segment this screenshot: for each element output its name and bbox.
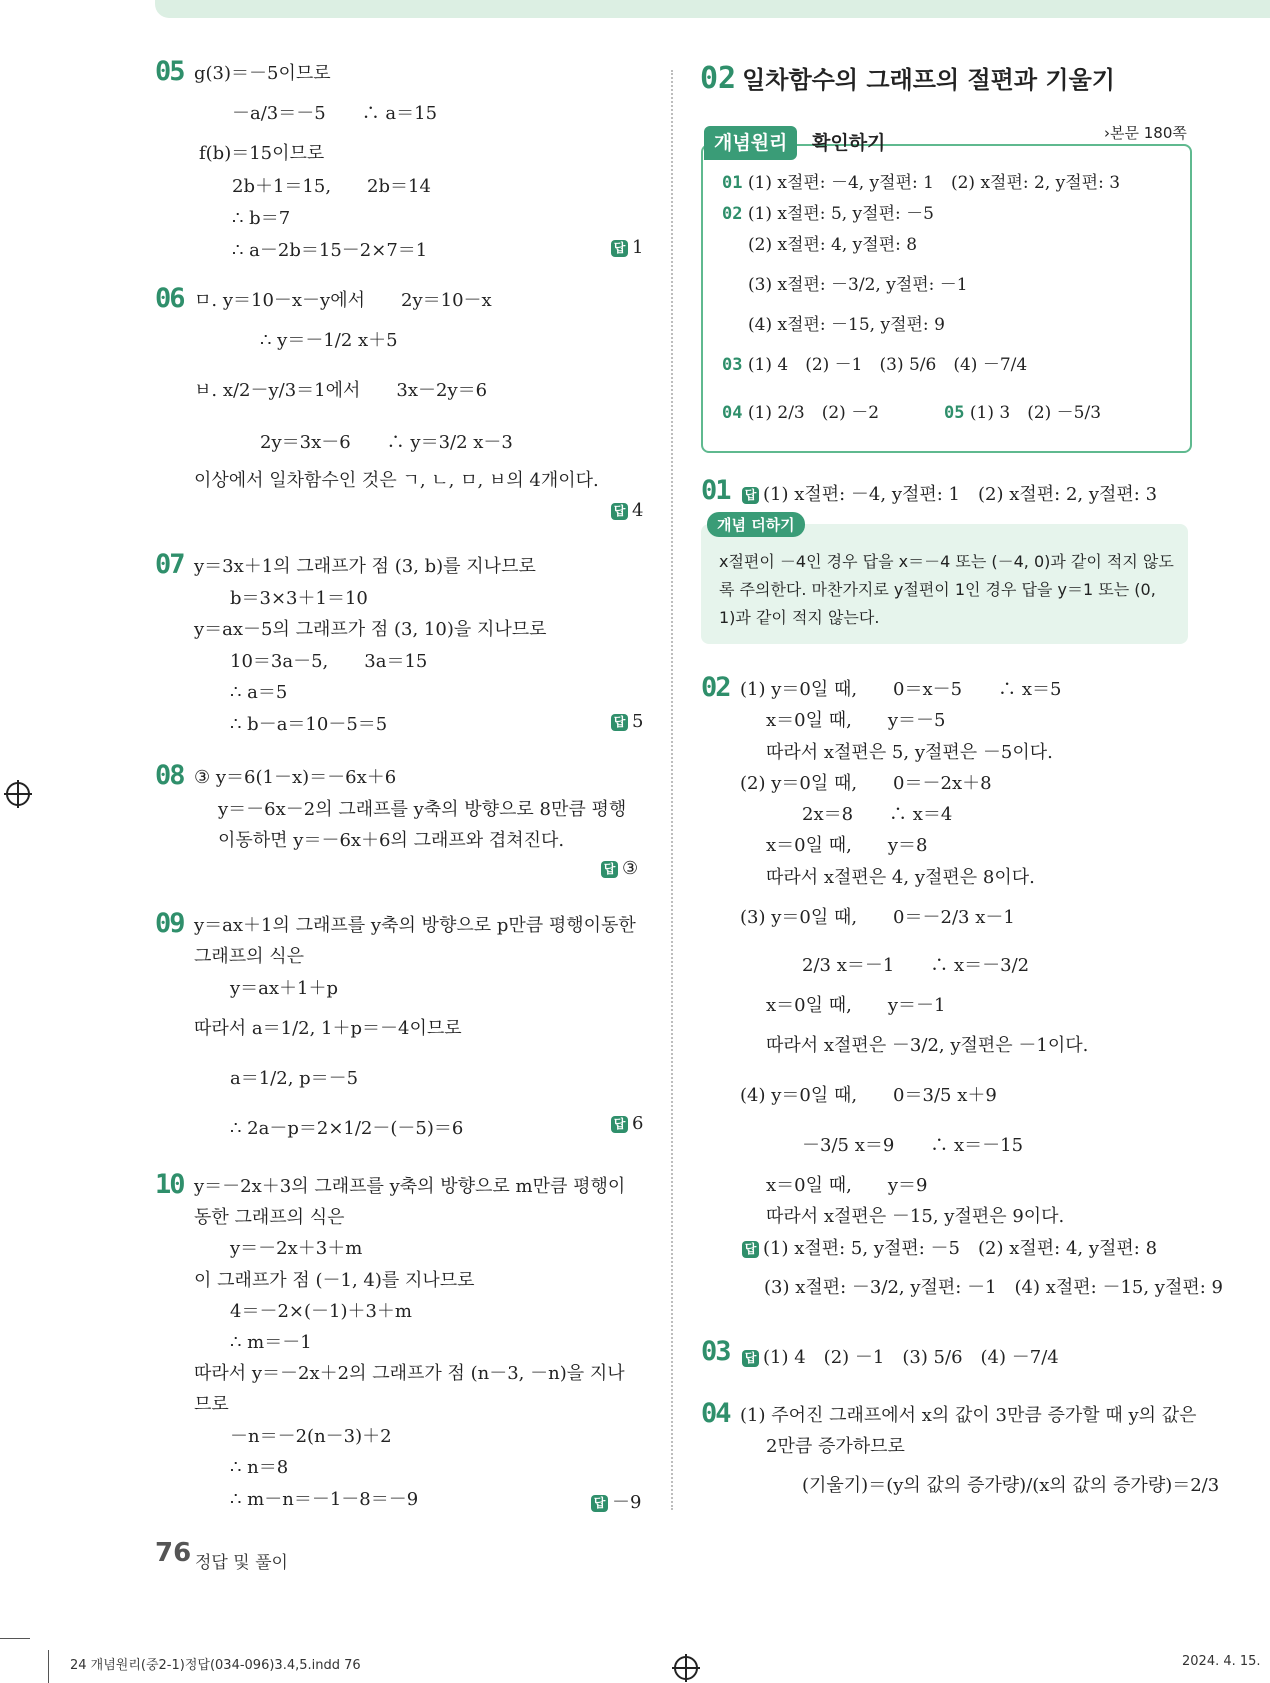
concept-tag-sub: 확인하기 (812, 132, 886, 154)
text-line: ㅂ. x/2－y/3＝1에서 3x－2y＝6 (194, 380, 488, 401)
text-line: (3) y＝0일 때, 0＝－2/3 x－1 (740, 907, 1015, 928)
answer-value: (1) 4 (2) －1 (3) 5/6 (4) －7/4 (763, 1347, 1059, 1368)
text-line: x＝0일 때, y＝9 (766, 1175, 928, 1196)
text-line: ∴ m－n＝－1－8＝－9 (230, 1489, 419, 1510)
problem-number: 04 (701, 1398, 730, 1429)
answer-icon: 답 (611, 1116, 628, 1133)
text-line: ㅁ. y＝10－x－y에서 2y＝10－x (194, 290, 492, 311)
text-line: 따라서 x절편은 －15, y절편은 9이다. (766, 1206, 1065, 1227)
answer-icon: 답 (742, 1350, 759, 1367)
concept-plus-tag: 개념 더하기 (707, 512, 805, 537)
text-line: －n＝－2(n－3)＋2 (230, 1426, 392, 1447)
text-line: －3/5 x＝9 ∴ x＝－15 (802, 1135, 1024, 1156)
answer-value: ③ (622, 858, 639, 879)
box-line: 01 (1) x절편: －4, y절편: 1 (2) x절편: 2, y절편: 3 (722, 173, 1121, 193)
crop-mark (48, 1650, 49, 1683)
print-slug: 24 개념원리(중2-1)정답(034-096)3.4,5.indd 76 (70, 1658, 361, 1673)
text-line: a＝1/2, p＝－5 (230, 1068, 359, 1089)
text-line: 2만큼 증가하므로 (766, 1436, 905, 1457)
text-line: －a/3＝－5 ∴ a＝15 (232, 103, 438, 124)
print-date: 2024. 4. 15. (1182, 1654, 1261, 1669)
text-line: ∴ b＝7 (232, 208, 291, 229)
text-line: x＝0일 때, y＝－5 (766, 710, 946, 731)
text-line: ∴ m＝－1 (230, 1332, 312, 1353)
text-line: 이동하면 y＝－6x＋6의 그래프와 겹쳐진다. (218, 830, 565, 851)
box-line: 04 (1) 2/3 (2) －2 (722, 403, 880, 423)
box-line: 03 (1) 4 (2) －1 (3) 5/6 (4) －7/4 (722, 355, 1028, 375)
box-line: (4) x절편: －15, y절편: 9 (748, 315, 945, 335)
text-line: 따라서 x절편은 4, y절편은 8이다. (766, 867, 1035, 888)
answer (601, 858, 638, 879)
answer (611, 711, 643, 732)
column-divider (671, 70, 673, 1510)
problem-number: 06 (155, 283, 184, 314)
answer-value: (1) x절편: 5, y절편: －5 (2) x절편: 4, y절편: 8 (763, 1238, 1158, 1259)
text-line: y＝3x＋1의 그래프가 점 (3, b)를 지나므로 (194, 556, 536, 577)
text-line: ∴ a－2b＝15－2×7＝1 (232, 240, 428, 261)
answer-value: 1 (632, 237, 644, 258)
answer (742, 1234, 1157, 1260)
section-title-text: 일차함수의 그래프의 절편과 기울기 (742, 66, 1115, 94)
problem-number: 03 (701, 1336, 730, 1367)
answer-icon: 답 (611, 240, 628, 257)
answer (742, 480, 1157, 506)
text-line: b＝3×3＋1＝10 (230, 588, 368, 609)
page-reference: ›본문 180쪽 (1104, 124, 1187, 142)
concept-tag: 개념원리 (704, 126, 797, 160)
section-number: 02 (700, 61, 737, 96)
page-number: 76 (155, 1538, 192, 1568)
text-line: ③ y＝6(1－x)＝－6x＋6 (194, 767, 397, 788)
text-line: ∴ a＝5 (230, 682, 288, 703)
text-line: y＝ax＋1＋p (230, 978, 339, 999)
text-line: 2x＝8 ∴ x＝4 (802, 804, 953, 825)
text-line: ∴ b－a＝10－5＝5 (230, 714, 388, 735)
answer-icon: 답 (601, 861, 618, 878)
problem-number: 09 (155, 908, 184, 939)
text-line: 이상에서 일차함수인 것은 ㄱ, ㄴ, ㅁ, ㅂ의 4개이다. (194, 470, 599, 491)
text-line: y＝ax＋1의 그래프를 y축의 방향으로 p만큼 평행이동한 (194, 915, 636, 936)
text-line: x＝0일 때, y＝8 (766, 835, 928, 856)
text-line: 따라서 a＝1/2, 1＋p＝－4이므로 (194, 1018, 462, 1039)
text-line: 10＝3a－5, 3a＝15 (230, 651, 428, 672)
text-line: ∴ 2a－p＝2×1/2－(－5)＝6 (230, 1118, 464, 1139)
answer-value: 6 (632, 1113, 644, 1134)
answer-icon: 답 (742, 487, 759, 504)
registration-mark-icon (6, 782, 30, 806)
answer (742, 1343, 1059, 1369)
answer-value: (1) x절편: －4, y절편: 1 (2) x절편: 2, y절편: 3 (763, 484, 1158, 505)
text-line: y＝－2x＋3＋m (230, 1238, 363, 1259)
text-line: (4) y＝0일 때, 0＝3/5 x＋9 (740, 1085, 997, 1106)
text-line: 따라서 x절편은 －3/2, y절편은 －1이다. (766, 1035, 1089, 1056)
text-line: 4＝－2×(－1)＋3＋m (230, 1301, 413, 1322)
section-title (700, 60, 1115, 96)
answer (611, 1113, 643, 1134)
problem-number: 08 (155, 760, 184, 791)
text-line: y＝ax－5의 그래프가 점 (3, 10)을 지나므로 (194, 619, 547, 640)
text-line: (2) y＝0일 때, 0＝－2x＋8 (740, 773, 992, 794)
text-line: 2y＝3x－6 ∴ y＝3/2 x－3 (260, 432, 513, 453)
crop-mark (0, 1638, 30, 1639)
text-line: f(b)＝15이므로 (199, 143, 325, 164)
top-band (155, 0, 1270, 18)
problem-number: 01 (701, 475, 730, 506)
registration-mark-icon (674, 1656, 698, 1680)
box-line: 02 (1) x절편: 5, y절편: －5 (722, 204, 934, 224)
problem-number: 10 (155, 1169, 184, 1200)
answer-icon: 답 (611, 503, 628, 520)
text-line: 2b＋1＝15, 2b＝14 (232, 176, 431, 197)
problem-number: 07 (155, 549, 184, 580)
answer-value: 4 (632, 500, 644, 521)
text-line: 므로 (194, 1394, 229, 1415)
answer (611, 500, 643, 521)
answer-icon: 답 (591, 1495, 608, 1512)
box-line: 05 (1) 3 (2) －5/3 (944, 403, 1102, 423)
answer (611, 237, 643, 258)
answer-icon: 답 (611, 714, 628, 731)
text-line: (1) 주어진 그래프에서 x의 값이 3만큼 증가할 때 y의 값은 (740, 1405, 1197, 1426)
text-line: 따라서 y＝－2x＋2의 그래프가 점 (n－3, －n)을 지나 (194, 1363, 625, 1384)
text-line: 이 그래프가 점 (－1, 4)를 지나므로 (194, 1270, 475, 1291)
text-line: y＝－6x－2의 그래프를 y축의 방향으로 8만큼 평행 (218, 799, 627, 820)
text-line: 2/3 x＝－1 ∴ x＝－3/2 (802, 955, 1030, 976)
text-line: 그래프의 식은 (194, 946, 305, 967)
answer-continued: (3) x절편: －3/2, y절편: －1 (4) x절편: －15, y절편: 9 (764, 1277, 1223, 1298)
text-line: x＝0일 때, y＝－1 (766, 995, 946, 1016)
answer-value: 5 (632, 711, 644, 732)
text-line: (기울기)＝(y의 값의 증가량)/(x의 값의 증가량)＝2/3 (802, 1475, 1220, 1496)
text-line: ∴ n＝8 (230, 1457, 289, 1478)
text-line: g(3)＝－5이므로 (194, 63, 331, 84)
answer-icon: 답 (742, 1241, 759, 1258)
problem-number: 05 (155, 56, 184, 87)
footer-label: 정답 및 풀이 (195, 1553, 288, 1573)
text-line: (1) y＝0일 때, 0＝x－5 ∴ x＝5 (740, 679, 1062, 700)
answer (591, 1488, 641, 1514)
text-line: ∴ y＝－1/2 x＋5 (260, 330, 398, 351)
problem-number: 02 (701, 672, 730, 703)
answer-value: －9 (612, 1492, 642, 1513)
box-line: (3) x절편: －3/2, y절편: －1 (748, 275, 968, 295)
text-line: 따라서 x절편은 5, y절편은 －5이다. (766, 742, 1053, 763)
chevron-right-icon: › (1104, 124, 1110, 142)
box-line: (2) x절편: 4, y절편: 8 (748, 235, 918, 255)
text-line: y＝－2x＋3의 그래프를 y축의 방향으로 m만큼 평행이 (194, 1176, 626, 1197)
text-line: 동한 그래프의 식은 (194, 1207, 345, 1228)
concept-plus-text: x절편이 －4인 경우 답을 x＝－4 또는 (－4, 0)과 같이 적지 않도록 주의한다. 마찬가지로 y절편이 1인 경우 답을 y＝1 또는 (0, 1)과 같이 적지 않는다. (719, 552, 1174, 627)
